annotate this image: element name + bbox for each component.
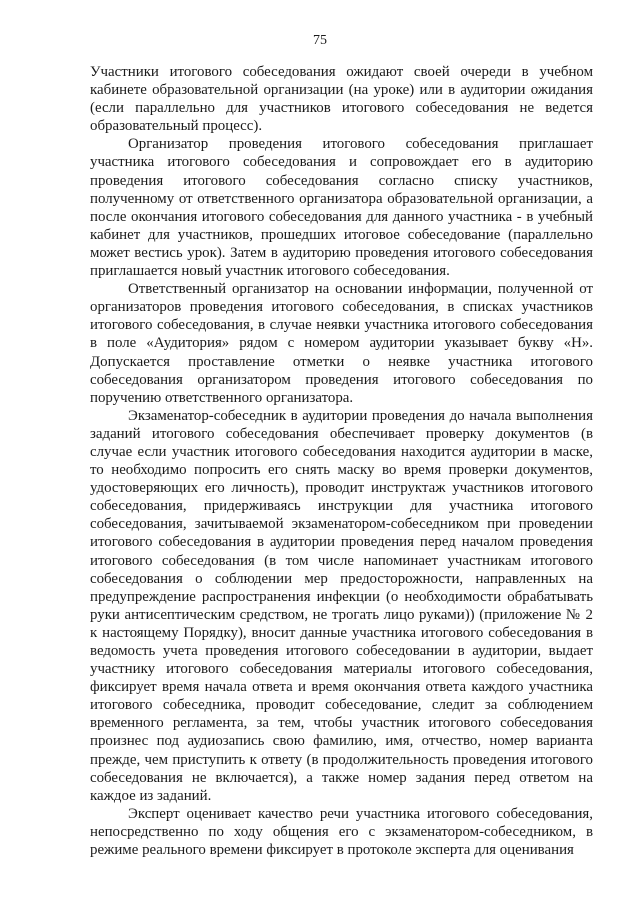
paragraph-waiting: Участники итогового собеседования ожидают своей очереди в учебном кабинете образовательной организации (на уроке) или в аудитории ожидания (если параллельно для участников итогового собеседования не ведется образовательный процесс). xyxy=(90,64,593,135)
paragraph-expert: Эксперт оценивает качество речи участника итогового собеседования, непосредственно по ходу общения его с экзаменатором-собеседником, в режиме реального времени фиксирует в протоколе эксперта для оценивания xyxy=(90,805,593,859)
page-number: 75 xyxy=(313,33,327,48)
paragraph-examiner: Экзаменатор-собеседник в аудитории проведения до начала выполнения заданий итогового собеседования обеспечивает проверку документов (в случае если участник итогового собеседования находится аудитории в маске, то необходимо попросить его снять маску во время проверки документов, удостоверяющих его личность), проводит инструктаж участников итогового собеседования, придерживаясь инструкции для участника итогового собеседования, зачитываемой экзаменатором-собеседником при проведении итогового собеседования в аудитории проведения перед началом проведения итогового собеседования (в том числе напоминает участникам итогового собеседования о соблюдении мер предосторожности, направленных на предупреждение распространения инфекции (о необходимости обрабатывать руки антисептическим средством, не трогать лицо руками)) (приложение № 2 к настоящему Порядку), вносит данные участника итогового собеседования в ведомость учета проведения итогового собеседовании в аудитории, выдает участнику итогового собеседования материалы итогового собеседования, фиксирует время начала ответа и время окончания ответа каждого участника итогового собеседника, проводит собеседование, следит за соблюдением временного регламента, за тем, чтобы участник итогового собеседования произнес под аудиозапись свою фамилию, имя, отчество, номер варианта прежде, чем приступить к ответу (в продолжительность проведения итогового собеседования не включается), а также номер задания перед ответом на каждое из заданий. xyxy=(90,407,593,804)
paragraph-responsible-organizer: Ответственный организатор на основании информации, полученной от организаторов проведения итогового собеседования, в списках участников итогового собеседования, в случае неявки участника итогового собеседования в поле «Аудитория» рядом с номером аудитории указывает букву «Н». Допускается проставление отметки о неявке участника итогового собеседования организатором проведения итогового собеседования по поручению ответственного организатора. xyxy=(90,281,593,406)
document-body xyxy=(90,63,593,859)
paragraph-organizer: Организатор проведения итогового собеседования приглашает участника итогового собеседования и сопровождает его в аудиторию проведения итогового собеседования согласно списку участников, полученному от ответственного организатора образовательной организации, а после окончания итогового собеседования для данного участника - в учебный кабинет для участников, прошедших итоговое собеседование (параллельно может вестись урок). Затем в аудиторию проведения итогового собеседования приглашается новый участник итогового собеседования. xyxy=(90,136,593,280)
